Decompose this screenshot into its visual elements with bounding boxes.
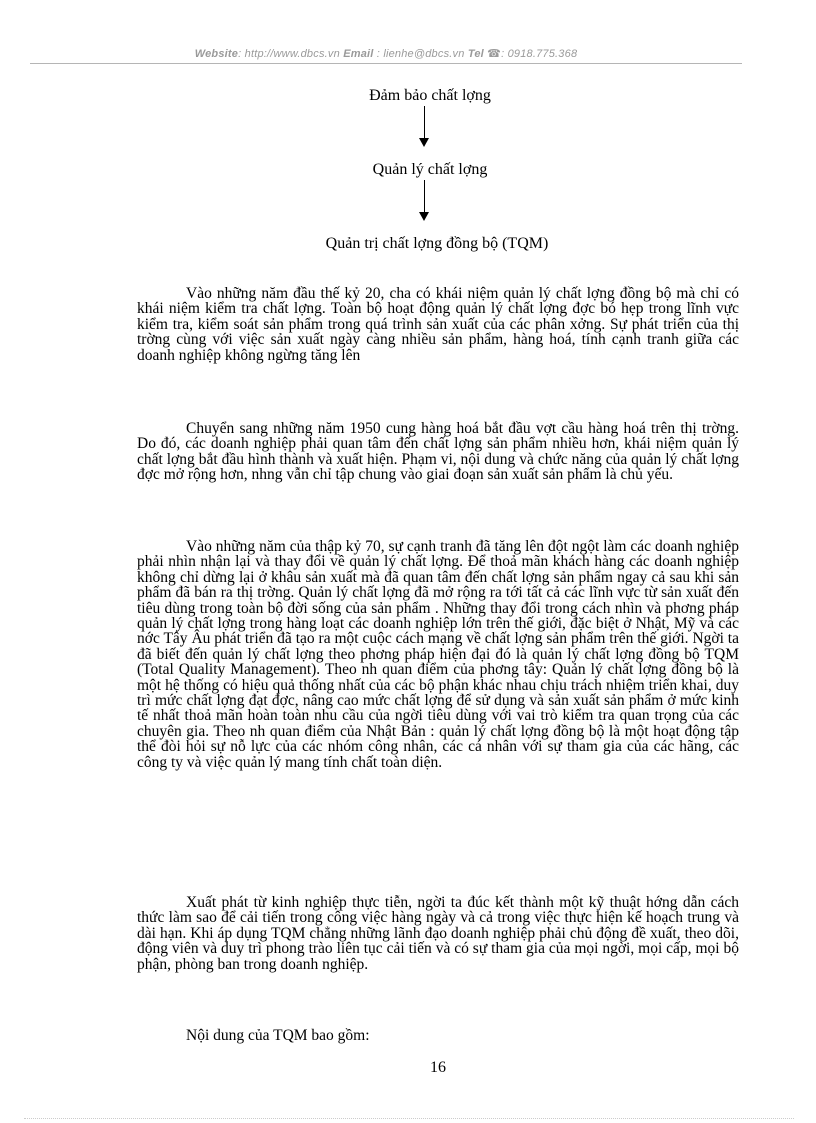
tel-value: ☎: 0918.775.368 bbox=[483, 48, 578, 60]
email-value[interactable]: : lienhe@dbcs.vn bbox=[373, 48, 468, 60]
footer-divider bbox=[24, 1118, 794, 1119]
website-label: Website bbox=[194, 48, 239, 60]
paragraph-5 bbox=[137, 1028, 739, 1043]
website-value[interactable]: : http://www.dbcs.vn bbox=[238, 48, 344, 60]
flow-step-tqm: Quản trị chất lợng đồng bộ (TQM) bbox=[325, 235, 549, 252]
paragraph-5-text: Nội dung của TQM bao gồm: bbox=[186, 1027, 370, 1044]
arrow-down-icon bbox=[419, 212, 429, 221]
tel-label: Tel bbox=[467, 48, 484, 60]
page-header bbox=[30, 47, 742, 60]
flow-arrow-2-shaft bbox=[424, 180, 425, 212]
header-divider bbox=[30, 63, 742, 64]
paragraph-2 bbox=[137, 421, 739, 483]
email-label: Email bbox=[343, 48, 374, 60]
paragraph-3-text: Vào những năm của thập kỷ 70, sự cạnh tranh đã tăng lên đột ngột làm các doanh nghiệp phải nhìn nhận lại và thay đổi về quản lý chất lợng. Để thoả mãn khách hàng các doanh nghiệp không chỉ dừng lại ở khâu sản xuất mà đã quan tâm đến chất lợng sản phẩm ngay cả sau khi sản phẩm đã bán ra thị trờng. Quản lý chất lợng đã mở rộng ra tới tất cả các lĩnh vực từ sản xuất đến tiêu dùng trong toàn bộ đời sống của sản phẩm . Những thay đổi trong cách nhìn và phơng pháp quản lý chất lợng trong hàng loạt các doanh nghiệp lớn trên thế giới, đặc biệt ở Nhật, Mỹ và các nớc Tây Âu phát triển đã tạo ra một cuộc cách mạng về chất lợng sản phẩm trên thế giới. Ngời ta đã biết đến quản lý chất lợng theo phơng pháp hiện đại đó là quản lý chất lợng đồng bộ TQM (Total Quality Management). Theo nh quan điểm của phơng tây: Quản lý chất lợng đồng bộ là một hệ thống có hiệu quả thống nhất của các bộ phận khác nhau chịu trách nhiệm triển khai, duy trì mức chất lợng đạt đợc, nâng cao mức chất lợng để sử dụng và sản xuất sản phẩm ở mức kinh tế nhất thoả mãn hoàn toàn nhu cầu của ngời tiêu dùng với vai trò kiểm tra quan trọng của các chuyên gia. Theo nh quan điểm của Nhật Bản : quản lý chất lợng đồng bộ là một hoạt động tập thể đòi hỏi sự nỗ lực của các nhóm công nhân, các cá nhân với sự tham gia của các hãng, các công ty và việc quản lý mang tính chất toàn diện. bbox=[137, 538, 739, 771]
paragraph-1-text: Vào những năm đầu thế kỷ 20, cha có khái niệm quản lý chất lợng đồng bộ mà chỉ có khái niệm kiểm tra chất lợng. Toàn bộ hoạt động quản lý chất lợng đợc bó hẹp trong lĩnh vực kiểm tra, kiểm soát sản phẩm trong quá trình sản xuất của các phân xởng. Sự phát triển của thị trờng cùng với việc sản xuất ngày càng nhiều sản phẩm, hàng hoá, tính cạnh tranh giữa các doanh nghiệp không ngừng tăng lên bbox=[137, 285, 739, 364]
flow-arrow-1-shaft bbox=[424, 106, 425, 138]
page-number: 16 bbox=[430, 1059, 446, 1076]
flow-step-quality-assurance: Đảm bảo chất lợng bbox=[369, 87, 491, 104]
flow-step-quality-management: Quản lý chất lợng bbox=[372, 161, 488, 178]
paragraph-4-text: Xuất phát từ kinh nghiệp thực tiễn, ngời ta đúc kết thành một kỹ thuật hớng dẫn cách thức làm sao để cải tiến trong công việc hàng ngày và cả trong việc thực hiện kế hoạch trung và dài hạn. Khi áp dụng TQM chẳng những lãnh đạo doanh nghiệp phải chủ động đề xuất, theo dõi, động viên và duy trì phong trào liên tục cải tiến và có sự tham gia của mọi ngời, mọi cấp, mọi bộ phận, phòng ban trong doanh nghiệp. bbox=[137, 894, 739, 973]
paragraph-3 bbox=[137, 539, 739, 770]
arrow-down-icon bbox=[419, 138, 429, 147]
paragraph-1 bbox=[137, 286, 739, 363]
paragraph-2-text: Chuyển sang những năm 1950 cung hàng hoá bắt đầu vợt cầu hàng hoá trên thị trờng. Do đó, các doanh nghiệp phải quan tâm đến chất lợng sản phẩm nhiều hơn, khái niệm quản lý chất lợng bắt đầu hình thành và xuất hiện. Phạm vi, nội dung và chức năng của quản lý chất lợng đợc mở rộng hơn, nhng vẫn chỉ tập chung vào giai đoạn sản xuất sản phẩm là chủ yếu. bbox=[137, 420, 739, 484]
paragraph-4 bbox=[137, 895, 739, 972]
